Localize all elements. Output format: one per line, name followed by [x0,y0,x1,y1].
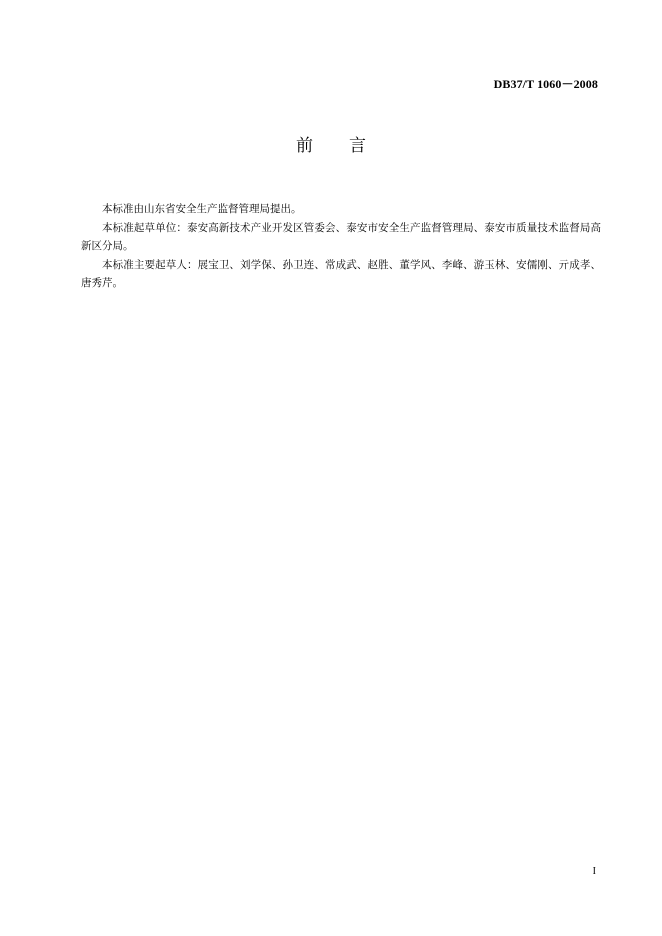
paragraph-proposer: 本标准由山东省安全生产监督管理局提出。 [102,203,302,215]
paragraph-drafting-units: 本标准起草单位：泰安高新技术产业开发区管委会、泰安市安全生产监督管理局、泰安市质量技术监督局高新区分局。 [81,221,601,253]
page-title: 前言 [296,136,402,156]
page-number: I [592,866,596,877]
foreword-body [81,200,601,293]
standard-code: DB37/T 1060－2008 [493,77,598,91]
paragraph-drafters: 本标准主要起草人：展宝卫、刘学保、孙卫连、常成武、赵胜、董学风、李峰、游玉林、安儒刚、亓成孝、唐秀芹。 [81,258,601,290]
